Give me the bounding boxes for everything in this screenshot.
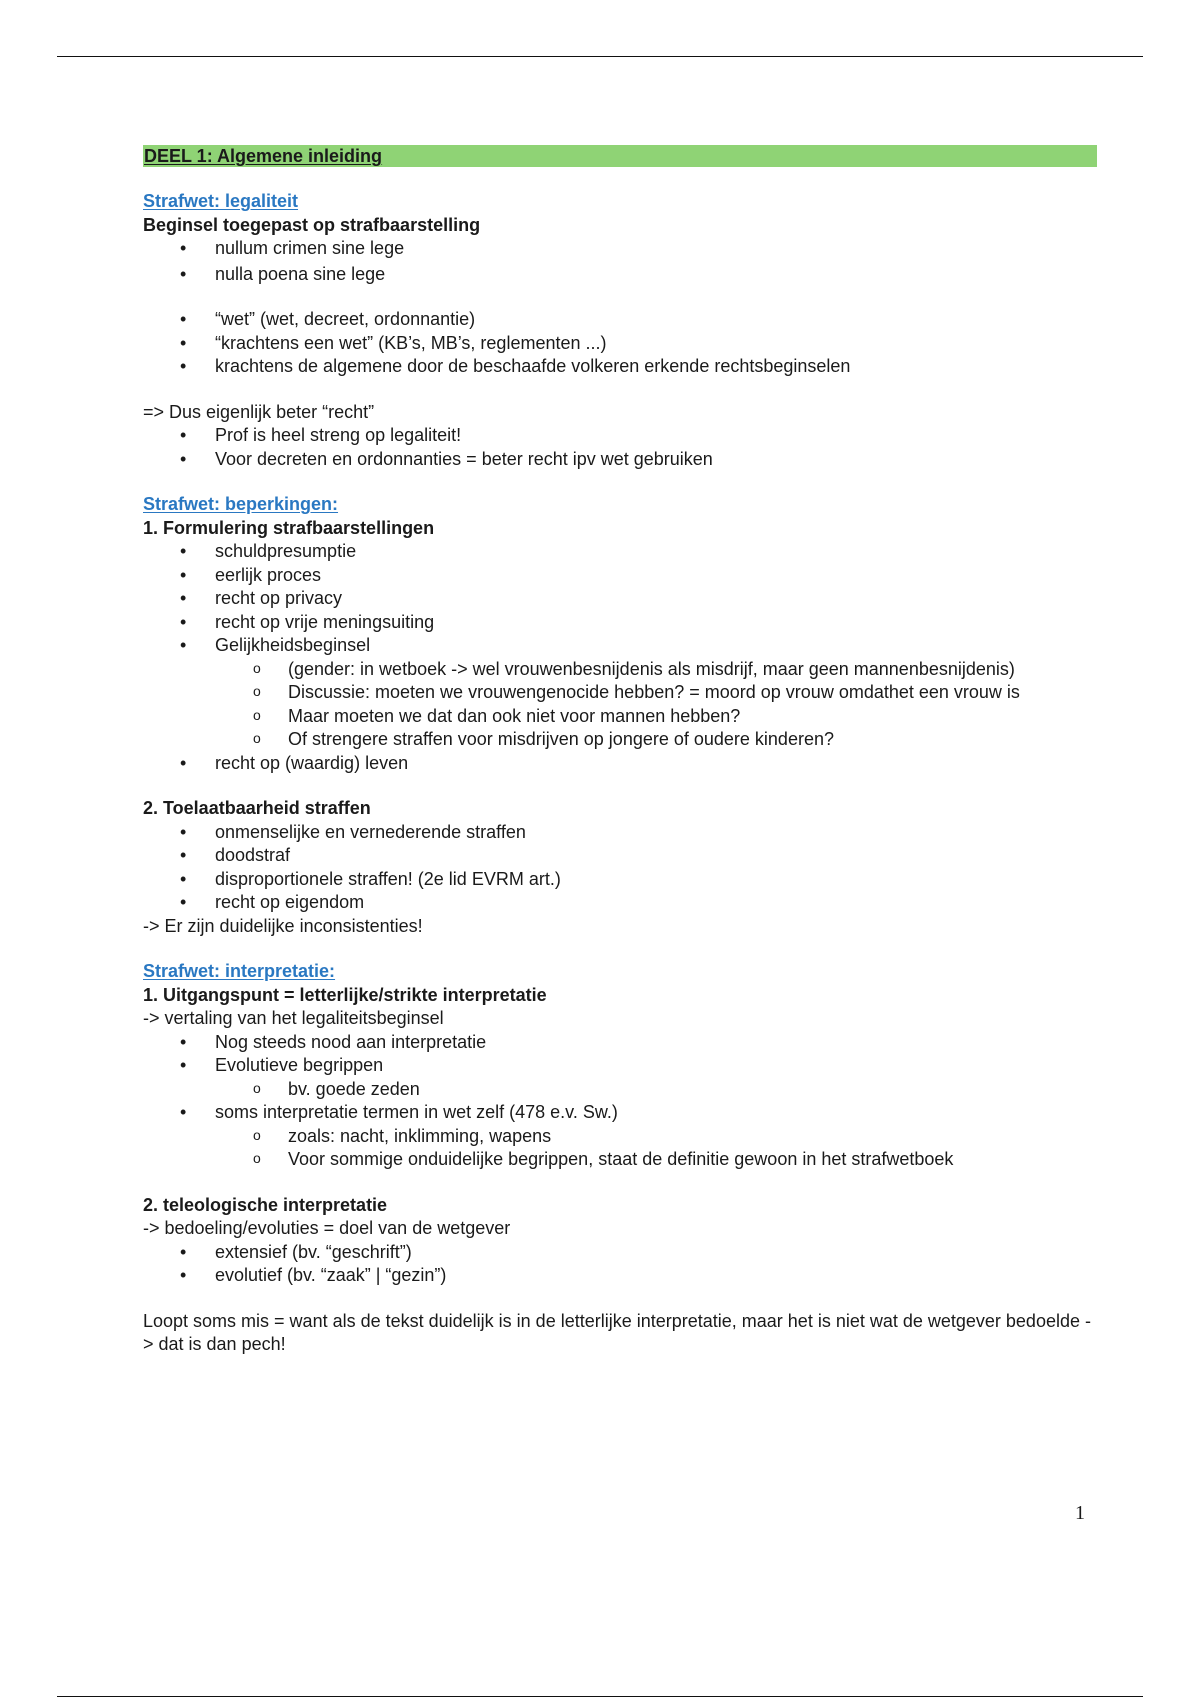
page-content [143,145,1093,1357]
list-item-label: soms interpretatie termen in wet zelf (478 e.v. Sw.) [215,1102,618,1122]
note: => Dus eigenlijk beter “recht” [143,401,375,422]
section-heading-beperkingen: Strafwet: beperkingen: [143,494,339,514]
note: -> bedoeling/evoluties = doel van de wetgever [143,1218,511,1238]
list-item: • schuldpresumptie [143,540,1093,564]
list-item: • nulla poena sine lege [143,263,1093,287]
list-item: • eerlijk proces [143,564,1093,588]
bullet-list [143,540,1093,775]
list-item-label: Gelijkheidsbeginsel [215,635,371,655]
sub-list-item: o Voor sommige onduidelijke begrippen, staat de definitie gewoon in het strafwetboek [143,1148,1093,1172]
section-heading-interpretatie: Strafwet: interpretatie: [143,961,336,981]
header-rule [57,56,1143,57]
list-item [143,1101,1093,1172]
bullet-list [143,821,1093,915]
list-item [143,1054,1093,1101]
list-item: • Prof is heel streng op legaliteit! [143,424,1093,448]
list-item: • recht op privacy [143,587,1093,611]
bullet-list [143,1031,1093,1172]
sub-list-item: o bv. goede zeden [143,1078,1093,1102]
bullet-list [143,424,1093,471]
list-item: • krachtens de algemene door de beschaafde volkeren erkende rechtsbeginselen [143,355,1093,379]
list-item: • Voor decreten en ordonnanties = beter recht ipv wet gebruiken [143,448,1093,472]
note: -> vertaling van het legaliteitsbeginsel [143,1008,444,1028]
sub-list-item: o Discussie: moeten we vrouwengenocide hebben? = moord op vrouw omdathet een vrouw is [143,681,1093,705]
sub-list [215,658,1093,752]
subheading: 2. Toelaatbaarheid straffen [143,798,371,818]
list-item: • evolutief (bv. “zaak” | “gezin”) [143,1264,1093,1288]
list-item: • disproportionele straffen! (2e lid EVRM art.) [143,868,1093,892]
list-item: • nullum crimen sine lege [143,237,1093,261]
list-item-label: Evolutieve begrippen [215,1055,384,1075]
list-item: • recht op vrije meningsuiting [143,611,1093,635]
list-item: • “wet” (wet, decreet, ordonnantie) [143,308,1093,332]
page-number: 1 [1075,1502,1085,1524]
bullet-list [143,237,1093,286]
list-item: • Nog steeds nood aan interpretatie [143,1031,1093,1055]
list-item: • recht op eigendom [143,891,1093,915]
sub-list [215,1125,1093,1172]
subheading: Beginsel toegepast op strafbaarstelling [143,214,481,235]
subheading: 1. Uitgangspunt = letterlijke/strikte interpretatie [143,984,547,1005]
list-item [143,634,1093,752]
list-item: • onmenselijke en vernederende straffen [143,821,1093,845]
sub-list-item: o Maar moeten we dat dan ook niet voor mannen hebben? [143,705,1093,729]
bullet-list [143,1241,1093,1288]
sub-list-item: o Of strengere straffen voor misdrijven op jongere of oudere kinderen? [143,728,1093,752]
section-heading-legaliteit: Strafwet: legaliteit [143,191,299,211]
part-title: DEEL 1: Algemene inleiding [143,145,1097,167]
subheading: 1. Formulering strafbaarstellingen [143,517,435,538]
sub-list [215,1078,1093,1102]
list-item: • extensief (bv. “geschrift”) [143,1241,1093,1265]
subheading: 2. teleologische interpretatie [143,1194,388,1215]
list-item: • “krachtens een wet” (KB’s, MB’s, reglementen ...) [143,332,1093,356]
sub-list-item: o zoals: nacht, inklimming, wapens [143,1125,1093,1149]
list-item: • doodstraf [143,844,1093,868]
note: -> Er zijn duidelijke inconsistenties! [143,915,423,936]
sub-list-item: o (gender: in wetboek -> wel vrouwenbesnijdenis als misdrijf, maar geen mannenbesnijdenis) [143,658,1093,682]
bullet-list [143,308,1093,379]
footer-rule [57,1696,1143,1697]
closing-paragraph: Loopt soms mis = want als de tekst duidelijk is in de letterlijke interpretatie, maar het is niet wat de wetgever bedoelde -> dat is dan pech! [143,1310,1091,1354]
list-item: • recht op (waardig) leven [143,752,1093,776]
